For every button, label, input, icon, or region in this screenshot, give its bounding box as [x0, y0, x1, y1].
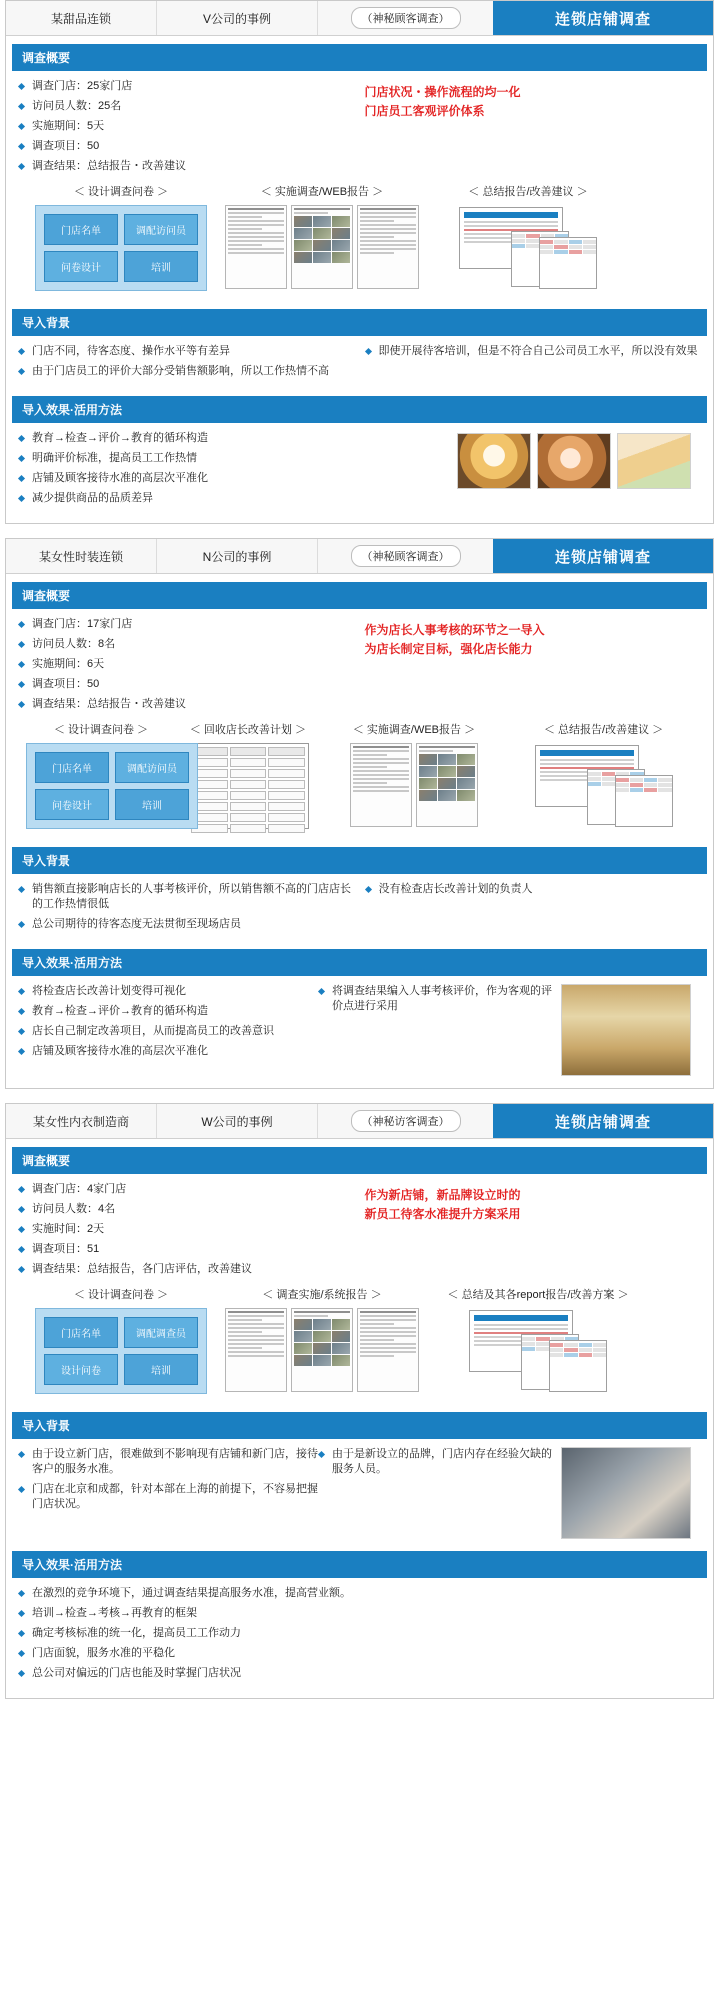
list-item: 调查结果：总结报告・改善建议 [18, 159, 355, 174]
tile-group [26, 743, 198, 829]
list-item: 访问员人数：8名 [18, 637, 355, 652]
tile: 培训 [124, 1354, 198, 1385]
case-type [318, 539, 493, 573]
section-effect-body [6, 976, 713, 1080]
case-card-2 [5, 538, 714, 1089]
photo-strip [561, 1447, 701, 1539]
overview-note: 为店长制定目标，强化店长能力 [364, 642, 533, 656]
list-item: 调查项目：50 [18, 139, 355, 154]
section-background-bar: 导入背景 [12, 1412, 707, 1439]
list-item: 调查门店：4家门店 [18, 1182, 355, 1197]
case-card-1 [5, 0, 714, 524]
tile: 调配访问员 [115, 752, 189, 783]
case-company: 某甜品连锁 [6, 1, 157, 35]
case-badge: 连锁店铺调查 [493, 1, 713, 35]
report-sheet [539, 237, 597, 289]
section-background-bar: 导入背景 [12, 309, 707, 336]
effect-bullets [18, 1586, 448, 1681]
background-bullets-left [18, 344, 355, 379]
tile-group [35, 1308, 207, 1394]
overview-note: 新员工待客水准提升方案采用 [364, 1207, 521, 1221]
diagram-step-report [428, 183, 628, 291]
report-sheet [549, 1340, 607, 1392]
section-background-body [6, 336, 713, 388]
doc-thumbnail [350, 743, 412, 827]
doc-thumbnail [291, 1308, 353, 1392]
photo-strip [457, 431, 701, 493]
list-item: 门店在北京和成都，针对本部在上海的前提下，不容易把握门店状况。 [18, 1482, 318, 1512]
diagram-step-report [514, 721, 693, 829]
overview-bullets [18, 617, 355, 712]
case-badge: 连锁店铺调查 [493, 539, 713, 573]
tile: 培训 [124, 251, 198, 282]
case-header [6, 539, 713, 574]
diagram-step-title: ＜ 设计调查问卷 ＞ [73, 186, 169, 198]
overview-bullets [18, 79, 355, 174]
case-company: 某女性内衣制造商 [6, 1104, 157, 1138]
section-overview-bar: 调查概要 [12, 582, 707, 609]
list-item: 在激烈的竞争环境下，通过调查结果提高服务水准，提高营业额。 [18, 1586, 448, 1601]
case-title: N公司的事例 [157, 539, 318, 573]
process-diagram [18, 717, 701, 835]
case-card-3 [5, 1103, 714, 1699]
diagram-step-survey [320, 721, 508, 827]
list-item: 店铺及顾客接待水准的高层次平准化 [18, 1044, 318, 1059]
diagram-step-plan [182, 721, 314, 829]
list-item: 调查项目：51 [18, 1242, 355, 1257]
tile: 调配调查员 [124, 1317, 198, 1348]
tile-group [35, 205, 207, 291]
overview-note: 门店员工客观评价体系 [364, 104, 485, 118]
list-item: 总公司对偏远的门店也能及时掌握门店状况 [18, 1666, 448, 1681]
document-thumbnails [222, 1308, 422, 1392]
list-item: 实施期间：6天 [18, 657, 355, 672]
case-type-label: （神秘访客调查） [351, 1110, 461, 1132]
tile: 调配访问员 [124, 214, 198, 245]
doc-thumbnail [357, 1308, 419, 1392]
doc-thumbnail [357, 205, 419, 289]
report-stack [529, 743, 679, 829]
list-item: 明确评价标准，提高员工工作热情 [18, 451, 457, 466]
background-bullets-right [365, 882, 702, 897]
diagram-step-title: ＜ 设计调查问卷 ＞ [73, 1289, 169, 1301]
case-badge: 连锁店铺调查 [493, 1104, 713, 1138]
list-item: 门店面貌，服务水准的平稳化 [18, 1646, 448, 1661]
process-diagram [18, 1282, 701, 1400]
section-overview-body [6, 71, 713, 301]
section-background-body [6, 1439, 713, 1543]
diagram-step-report [428, 1286, 648, 1394]
list-item: 即使开展待客培训，但是不符合自己公司员工水平，所以没有效果 [365, 344, 702, 359]
report-sheet [615, 775, 673, 827]
list-item: 由于是新设立的品牌，门店内存在经验欠缺的服务人员。 [318, 1447, 561, 1477]
list-item: 由于门店员工的评价大部分受销售额影响，所以工作热情不高 [18, 364, 355, 379]
diagram-step-title: ＜ 调查实施/系统报告 ＞ [262, 1289, 382, 1301]
list-item: 将检查店长改善计划变得可视化 [18, 984, 318, 999]
list-item: 实施期间：5天 [18, 119, 355, 134]
section-effect-bar: 导入效果·活用方法 [12, 396, 707, 423]
overview-bullets [18, 1182, 355, 1277]
case-company: 某女性时装连锁 [6, 539, 157, 573]
list-item: 总公司期待的待客态度无法贯彻至现场店员 [18, 917, 355, 932]
list-item: 店铺及顾客接待水准的高层次平准化 [18, 471, 457, 486]
photo-meeting [561, 1447, 691, 1539]
section-effect-bar: 导入效果·活用方法 [12, 1551, 707, 1578]
diagram-step-design [26, 1286, 216, 1394]
section-effect-body [6, 1578, 713, 1690]
case-header [6, 1104, 713, 1139]
diagram-step-survey [222, 1286, 422, 1392]
list-item: 培训→检查→考核→再教育的框架 [18, 1606, 448, 1621]
list-item: 调查门店：25家门店 [18, 79, 355, 94]
list-item: 实施时间：2天 [18, 1222, 355, 1237]
background-bullets-right [365, 344, 702, 359]
diagram-step-title: ＜ 实施调查/WEB报告 ＞ [352, 724, 476, 736]
list-item: 访问员人数：4名 [18, 1202, 355, 1217]
list-item: 门店不同，待客态度、操作水平等有差异 [18, 344, 355, 359]
list-item: 访问员人数：25名 [18, 99, 355, 114]
case-title: W公司的事例 [157, 1104, 318, 1138]
list-item: 将调查结果编入人事考核评价，作为客观的评价点进行采用 [318, 984, 561, 1014]
background-bullets-left [18, 882, 355, 932]
list-item: 调查结果：总结报告，各门店评估，改善建议 [18, 1262, 355, 1277]
section-effect-bar: 导入效果·活用方法 [12, 949, 707, 976]
background-bullets-right [318, 1447, 561, 1477]
background-bullets-left [18, 1447, 318, 1512]
doc-thumbnail [225, 1308, 287, 1392]
case-type [318, 1104, 493, 1138]
list-item: 调查门店：17家门店 [18, 617, 355, 632]
list-item: 教育→检查→评价→教育的循环构造 [18, 1004, 318, 1019]
photo-strip [561, 984, 701, 1076]
tile: 问卷设计 [44, 251, 118, 282]
doc-thumbnail [416, 743, 478, 827]
case-type [318, 1, 493, 35]
list-item: 没有检查店长改善计划的负责人 [365, 882, 702, 897]
process-diagram [18, 179, 701, 297]
doc-thumbnail [291, 205, 353, 289]
diagram-step-title: ＜ 总结报告/改善建议 ＞ [468, 186, 588, 198]
section-background-body [6, 874, 713, 941]
diagram-step-title: ＜ 总结及其各report报告/改善方案 ＞ [447, 1289, 629, 1301]
document-thumbnails [222, 205, 422, 289]
diagram-step-design [26, 183, 216, 291]
tile: 门店名单 [35, 752, 109, 783]
doc-thumbnail [225, 205, 287, 289]
case-type-label: （神秘顾客调查） [351, 7, 461, 29]
section-overview-bar: 调查概要 [12, 44, 707, 71]
list-item: 店长自己制定改善项目，从而提高员工的改善意识 [18, 1024, 318, 1039]
section-overview-bar: 调查概要 [12, 1147, 707, 1174]
tile: 培训 [115, 789, 189, 820]
case-header [6, 1, 713, 36]
section-overview-body [6, 609, 713, 839]
section-background-bar: 导入背景 [12, 847, 707, 874]
tile: 门店名单 [44, 1317, 118, 1348]
document-thumbnails [320, 743, 508, 827]
tile: 问卷设计 [35, 789, 109, 820]
list-item: 减少提供商品的品质差异 [18, 491, 457, 506]
effect-bullets [18, 984, 318, 1059]
section-effect-body [6, 423, 713, 515]
effect-bullets-right [318, 984, 561, 1014]
list-item: 调查结果：总结报告・改善建议 [18, 697, 355, 712]
effect-bullets [18, 431, 457, 506]
diagram-step-design [26, 721, 176, 829]
diagram-step-title: ＜ 回收店长改善计划 ＞ [189, 724, 306, 736]
list-item: 确定考核标准的统一化，提高员工工作动力 [18, 1626, 448, 1641]
list-item: 教育→检查→评价→教育的循环构造 [18, 431, 457, 446]
section-overview-body [6, 1174, 713, 1404]
case-title: V公司的事例 [157, 1, 318, 35]
overview-note: 门店状况・操作流程的均一化 [364, 85, 521, 99]
photo-clothes-rack [561, 984, 691, 1076]
tile: 设计问卷 [44, 1354, 118, 1385]
diagram-step-survey [222, 183, 422, 289]
diagram-step-title: ＜ 实施调查/WEB报告 ＞ [260, 186, 384, 198]
tile: 门店名单 [44, 214, 118, 245]
diagram-step-title: ＜ 总结报告/改善建议 ＞ [543, 724, 664, 736]
overview-note: 作为店长人事考核的环节之一导入 [364, 623, 545, 637]
report-stack [453, 205, 603, 291]
list-item: 调查项目：50 [18, 677, 355, 692]
photo-dessert [617, 433, 691, 489]
plan-document [187, 743, 309, 829]
overview-note: 作为新店铺，新品牌设立时的 [364, 1188, 521, 1202]
diagram-step-title: ＜ 设计调查问卷 ＞ [53, 724, 149, 736]
photo-dessert [537, 433, 611, 489]
report-stack [463, 1308, 613, 1394]
photo-dessert [457, 433, 531, 489]
case-type-label: （神秘顾客调查） [351, 545, 461, 567]
list-item: 由于设立新门店，很难做到不影响现有店铺和新门店，接待客户的服务水准。 [18, 1447, 318, 1477]
list-item: 销售额直接影响店长的人事考核评价，所以销售额不高的门店店长的工作热情很低 [18, 882, 355, 912]
